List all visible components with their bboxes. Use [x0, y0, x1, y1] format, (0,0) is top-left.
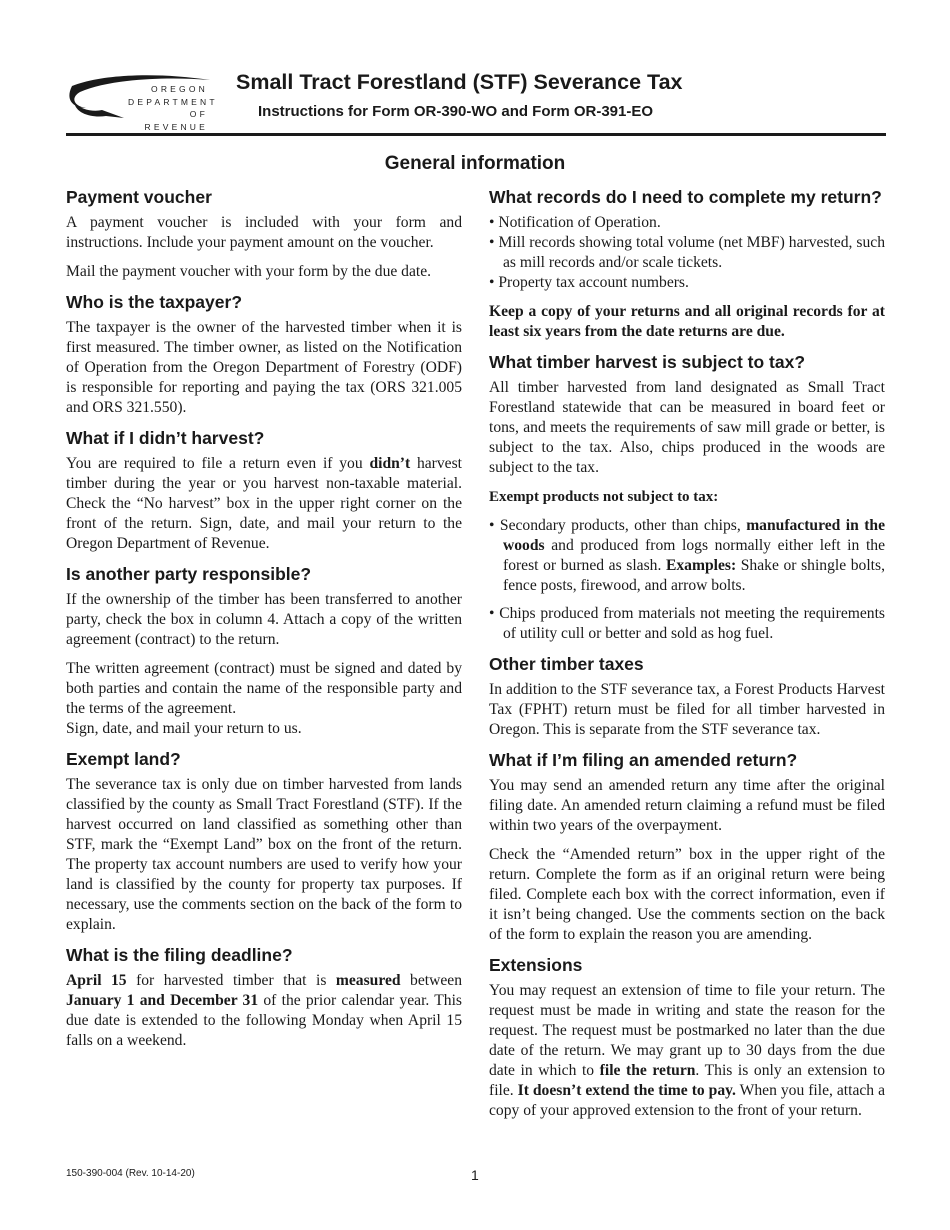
taxpayer-heading: Who is the taxpayer? [66, 292, 243, 312]
extensions-text: You may request an extension of time to file your return. The request must be made in writing and state the reason for the request. The request must be postmarked no later than the due date of the return. We may grant up to 30 days from the due date in which to file the return. This is only an extension to file. It doesn’t extend the time to pay. When you file, attach a copy of your approved extension to the front of your return. [489, 982, 885, 1119]
section-title: General information [384, 153, 566, 174]
other-taxes-section [489, 653, 885, 740]
exempt-land-text: The severance tax is only due on timber harvested from lands classified by the county as Small Tract Forestland (STF). If the harvest occurred on land classified as something other than STF, mark the “Exempt Land” box on the front of the return. The property tax account numbers are used to verify how your land is classified by the county for property tax purposes. If necessary, use the comments section on the back of the form to explain. [66, 776, 462, 933]
amended-text: You may send an amended return any time after the original filing date. An amended return claiming a refund must be filed within two years of the overpayment. [489, 777, 885, 834]
records-list [489, 213, 885, 293]
subject-heading: What timber harvest is subject to tax? [489, 352, 806, 372]
exempt-land-section [66, 748, 462, 935]
header-rule [66, 133, 886, 136]
logo-text: OREGON DEPARTMENT OF REVENUE [128, 84, 218, 132]
amended-section [489, 749, 885, 945]
left-column [66, 186, 462, 1060]
extensions-heading: Extensions [489, 955, 583, 975]
list-item: • Secondary products, other than chips, manufactured in the woods and produced from logs normally either left in the forest or burned as slash. Examples: Shake or shingle bolts, fence posts, firewood, and arrow bolts. [489, 517, 885, 594]
right-column [489, 186, 885, 1130]
subject-text: All timber harvested from land designated as Small Tract Forestland statewide that can be measured in board feet or tons, and meets the requirements of saw mill grade or better, is subject to the tax. Also, chips produced in the woods are subject to the tax. [489, 379, 885, 476]
records-section [489, 186, 885, 342]
other-taxes-text: In addition to the STF severance tax, a Forest Products Harvest Tax (FPHT) return must be filed for all timber harvested in Oregon. This is separate from the STF severance tax. [489, 681, 885, 738]
document-subtitle: Instructions for Form OR-390-WO and Form OR-391-EO [258, 103, 654, 120]
exempt-products-label: Exempt products not subject to tax: [489, 489, 719, 505]
no-harvest-heading: What if I didn’t harvest? [66, 428, 265, 448]
form-id: 150-390-004 (Rev. 10-14-20) [66, 1168, 195, 1179]
amended-instructions-text: Check the “Amended return” box in the upper right of the return. Complete the form as if an original return were being filed. Complete each box with the correct information, even if it isn’t being changed. Use the comments section on the back of the form to explain the reason you are amending. [489, 846, 885, 943]
another-party-text: If the ownership of the timber has been transferred to another party, check the box in column 4. Attach a copy of the written agreement (contract) to the return. [66, 591, 462, 648]
exempt-products-list [489, 516, 885, 644]
exempt-land-heading: Exempt land? [66, 749, 181, 769]
payment-voucher-mail-text: Mail the payment voucher with your form by the due date. [66, 263, 432, 280]
payment-voucher-heading: Payment voucher [66, 187, 212, 207]
list-item: • Mill records showing total volume (net MBF) harvested, such as mill records and/or scale tickets. [489, 234, 885, 271]
taxpayer-text: The taxpayer is the owner of the harvested timber when it is first measured. The timber owner, as listed on the Notification of Operation from the Oregon Department of Forestry (ODF) is responsible for reporting and paying the tax (ORS 321.005 and ORS 321.550). [66, 319, 462, 416]
list-item: • Notification of Operation. [489, 214, 661, 231]
records-heading: What records do I need to complete my return? [489, 187, 882, 207]
document-title: Small Tract Forestland (STF) Severance Tax [236, 70, 683, 94]
payment-voucher-section [66, 186, 462, 282]
payment-voucher-text: A payment voucher is included with your form and instructions. Include your payment amount on the voucher. [66, 214, 462, 251]
agreement-text: The written agreement (contract) must be signed and dated by both parties and contain the name of the responsible party and the terms of the agreement. Sign, date, and mail your return to us. [66, 660, 462, 737]
no-harvest-section [66, 427, 462, 554]
filing-deadline-text: April 15 for harvested timber that is measured between January 1 and December 31 of the prior calendar year. This due date is extended to the following Monday when April 15 falls on a weekend. [66, 972, 463, 1049]
another-party-heading: Is another party responsible? [66, 564, 312, 584]
subject-section [489, 351, 885, 644]
page-number: 1 [471, 1167, 479, 1183]
filing-deadline-heading: What is the filing deadline? [66, 945, 293, 965]
keep-records-text: Keep a copy of your returns and all original records for at least six years from the date returns are due. [489, 303, 885, 340]
amended-heading: What if I’m filing an amended return? [489, 750, 798, 770]
extensions-section [489, 954, 885, 1121]
another-party-section [66, 563, 462, 739]
filing-deadline-section [66, 944, 462, 1051]
other-taxes-heading: Other timber taxes [489, 654, 644, 674]
no-harvest-text: You are required to file a return even if you didn’t harvest timber during the year or you harvest non-taxable material. Check the “No harvest” box in the upper right corner on the front of the return. Sign, date, and mail your return to the Oregon Department of Revenue. [66, 455, 462, 552]
list-item: • Chips produced from materials not meeting the requirements of utility cull or better and sold as hog fuel. [489, 605, 885, 642]
list-item: • Property tax account numbers. [489, 274, 689, 291]
taxpayer-section [66, 291, 462, 418]
